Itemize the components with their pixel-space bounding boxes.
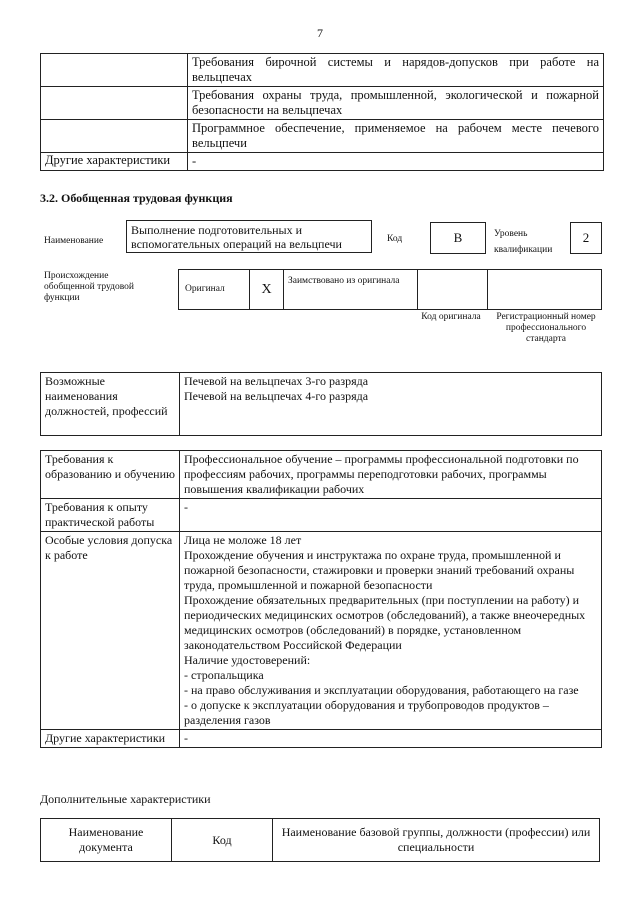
origin-label: Происхождение обобщенной трудовой функции <box>44 271 134 303</box>
requirement-value <box>180 451 602 499</box>
table-cell-label <box>41 54 188 87</box>
additional-title: Дополнительные характеристики <box>40 792 211 806</box>
column-header: Наименование базовой группы, должности (профессии) или специальности <box>273 819 600 862</box>
requirement-line: - <box>184 731 188 745</box>
column-header: Код <box>172 819 273 862</box>
position-item: Печевой на вельцпечах 3-го разряда <box>184 374 369 388</box>
requirement-label: Другие характеристики <box>41 730 180 748</box>
requirement-label: Особые условия допуска к работе <box>41 532 180 730</box>
requirement-line: Наличие удостоверений: <box>184 653 311 667</box>
table-row <box>41 373 602 436</box>
requirement-line: - <box>184 500 188 514</box>
requirement-line: Прохождение обязательных предварительных (при поступлении на работу) и периодических медицинских осмотров (обследований), а также внеочередных медицинских осмотров (обследований) в порядке, установленном законодательством Российской Федерации <box>184 593 586 652</box>
table-row <box>41 120 604 153</box>
origin-reg-cell <box>488 270 603 309</box>
requirement-value <box>180 532 602 730</box>
requirement-label: Требования к образованию и обучению <box>41 451 180 499</box>
column-header: Наименование документа <box>41 819 172 862</box>
table-row <box>41 451 602 499</box>
code-original-caption: Код оригинала <box>421 312 481 322</box>
table-row <box>41 532 602 730</box>
origin-original-cell <box>179 270 250 309</box>
requirement-label: Требования к опыту практической работы <box>41 499 180 532</box>
code-label: Код <box>387 234 403 244</box>
requirement-line: - о допуске к эксплуатации оборудования и трубопроводов продуктов – разделения газов <box>184 698 549 727</box>
original-label: Оригинал <box>185 284 225 294</box>
table-cell-label <box>41 87 188 120</box>
table-row <box>41 87 604 120</box>
table-row <box>41 54 604 87</box>
function-level-value: 2 <box>570 222 602 254</box>
requirements-table <box>40 450 602 748</box>
function-code-value: B <box>430 222 486 254</box>
original-mark: X <box>250 270 284 309</box>
table-cell-label <box>41 120 188 153</box>
requirement-line: Прохождение обучения и инструктажа по охране труда, промышленной и пожарной безопасности, стажировки и проверки знаний требований охраны труда, промышленной и пожарной безопасности <box>184 548 575 592</box>
function-name-value: Выполнение подготовительных и вспомогательных операций на вельцпечи <box>126 220 372 253</box>
origin-code-cell <box>418 270 488 309</box>
origin-grid <box>178 269 602 310</box>
requirement-value <box>180 499 602 532</box>
table-header-row <box>41 819 600 862</box>
page-number: 7 <box>317 26 323 40</box>
table-row <box>41 153 604 171</box>
requirement-value <box>180 730 602 748</box>
top-knowledge-table <box>40 53 604 171</box>
positions-values <box>180 373 602 436</box>
additional-table <box>40 818 600 862</box>
origin-borrowed-cell <box>284 270 418 309</box>
requirement-line: - на право обслуживания и эксплуатации оборудования, работающего на газе <box>184 683 579 697</box>
requirement-line: Лица не моложе 18 лет <box>184 533 302 547</box>
position-item: Печевой на вельцпечах 4-го разряда <box>184 389 369 403</box>
reg-number-caption: Регистрационный номер профессионального стандарта <box>496 312 596 344</box>
table-cell-value: Программное обеспечение, применяемое на рабочем месте печевого вельцпечи <box>188 120 604 153</box>
borrowed-label: Заимствовано из оригинала <box>288 276 400 286</box>
table-row <box>41 499 602 532</box>
positions-table <box>40 372 602 436</box>
name-label: Наименование <box>44 236 104 246</box>
section-title: 3.2. Обобщенная трудовая функция <box>40 191 233 205</box>
requirement-line: - стропальщика <box>184 668 264 682</box>
level-label: Уровень квалификации <box>494 229 553 255</box>
table-row <box>41 730 602 748</box>
table-cell-value: - <box>188 153 604 171</box>
table-cell-label: Другие характеристики <box>41 153 188 171</box>
requirement-line: Профессиональное обучение – программы профессиональной подготовки по профессиям рабочих, программы переподготовки рабочих, программы повышения квалификации рабочих <box>184 452 579 496</box>
table-cell-value: Требования охраны труда, промышленной, экологической и пожарной безопасности на вельцпечах <box>188 87 604 120</box>
positions-label: Возможные наименования должностей, профессий <box>41 373 180 436</box>
table-cell-value: Требования бирочной системы и нарядов-допусков при работе на вельцпечах <box>188 54 604 87</box>
